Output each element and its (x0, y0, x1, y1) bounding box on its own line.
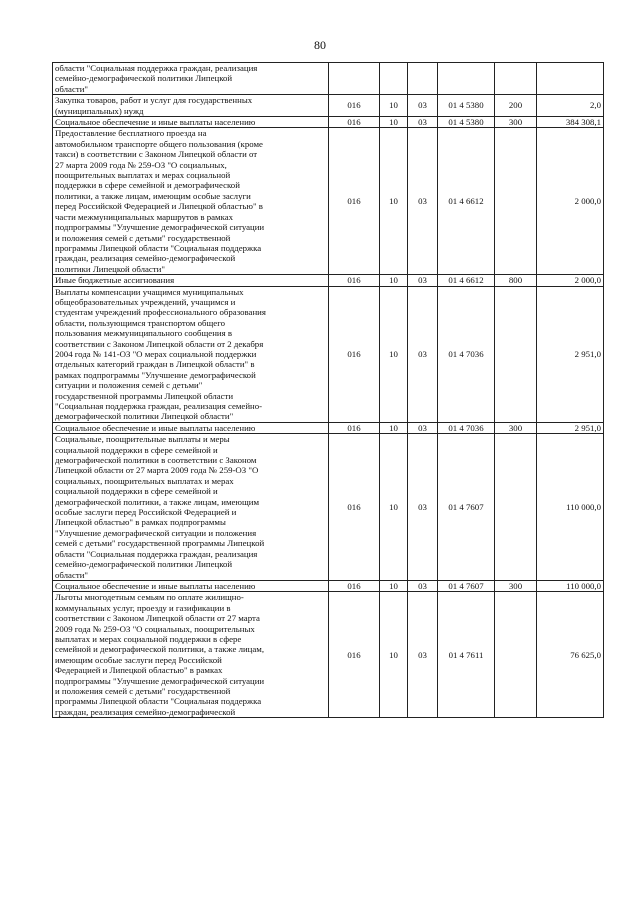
subsection-code-cell: 03 (408, 592, 438, 718)
row-name-cell (53, 95, 329, 117)
ministry-code-cell: 016 (329, 286, 380, 422)
table-row (53, 434, 604, 581)
table-row (53, 422, 604, 433)
expense-type-code-cell (495, 63, 537, 95)
table-row (53, 128, 604, 275)
amount-cell: 2 000,0 (537, 128, 604, 275)
amount-cell: 2 951,0 (537, 422, 604, 433)
table-row (53, 592, 604, 718)
ministry-code-cell: 016 (329, 422, 380, 433)
target-article-code-cell: 01 4 7036 (438, 422, 495, 433)
row-name-cell (53, 422, 329, 433)
subsection-code-cell: 03 (408, 275, 438, 286)
row-name-cell (53, 592, 329, 718)
target-article-code-cell: 01 4 7607 (438, 580, 495, 591)
row-name-cell (53, 63, 329, 95)
section-code-cell: 10 (380, 580, 408, 591)
section-code-cell: 10 (380, 95, 408, 117)
table-row (53, 95, 604, 117)
subsection-code-cell: 03 (408, 286, 438, 422)
subsection-code-cell: 03 (408, 580, 438, 591)
section-code-cell: 10 (380, 128, 408, 275)
ministry-code-cell: 016 (329, 275, 380, 286)
target-article-code-cell: 01 4 5380 (438, 95, 495, 117)
expense-type-code-cell: 800 (495, 275, 537, 286)
target-article-code-cell: 01 4 5380 (438, 117, 495, 128)
subsection-code-cell (408, 63, 438, 95)
row-name-text: Социальные, поощрительные выплаты и меры социальной поддержки в сфере семейной и демографической политики в соответствии с Законом Липецкой области от 27 марта 2009 года № 259-ОЗ "О социальных, поощрительных выплатах и мерах социальной поддержки в сфере семейной и демографической политики, а также лицам, имеющим особые заслуги перед Российской Федерацией и Липецкой областью" в рамках подпрограммы "Улучшение демографической ситуации и положения семей с детьми" государственной программы Липецкой области "Социальная поддержка граждан, реализация семейно-демографической политики Липецкой области" (55, 434, 265, 580)
section-code-cell: 10 (380, 275, 408, 286)
row-name-cell (53, 128, 329, 275)
section-code-cell: 10 (380, 286, 408, 422)
amount-cell: 76 625,0 (537, 592, 604, 718)
amount-cell: 2,0 (537, 95, 604, 117)
row-name-text: области "Социальная поддержка граждан, реализация семейно-демографической политики Липецкой области" (55, 63, 258, 94)
table-row (53, 63, 604, 95)
expense-type-code-cell (495, 128, 537, 275)
subsection-code-cell: 03 (408, 434, 438, 581)
target-article-code-cell: 01 4 6612 (438, 128, 495, 275)
section-code-cell: 10 (380, 434, 408, 581)
row-name-cell (53, 275, 329, 286)
target-article-code-cell (438, 63, 495, 95)
row-name-cell (53, 117, 329, 128)
subsection-code-cell: 03 (408, 117, 438, 128)
ministry-code-cell: 016 (329, 128, 380, 275)
table-row (53, 275, 604, 286)
expense-type-code-cell: 300 (495, 422, 537, 433)
target-article-code-cell: 01 4 7036 (438, 286, 495, 422)
amount-cell: 2 000,0 (537, 275, 604, 286)
table-row (53, 286, 604, 422)
row-name-text: Социальное обеспечение и иные выплаты населению (55, 422, 256, 433)
row-name-cell (53, 580, 329, 591)
section-code-cell: 10 (380, 117, 408, 128)
subsection-code-cell: 03 (408, 422, 438, 433)
page-number: 80 (314, 38, 326, 52)
row-name-text: Закупка товаров, работ и услуг для государственных (муниципальных) нужд (55, 95, 253, 116)
amount-cell: 2 951,0 (537, 286, 604, 422)
expense-type-code-cell: 200 (495, 95, 537, 117)
amount-cell (537, 63, 604, 95)
row-name-text: Предоставление бесплатного проезда на автомобильном транспорте общего пользования (кроме такси) в соответствии с Законом Липецкой области от 27 марта 2009 года № 259-ОЗ "О социальных, поощрительных выплатах и мерах социальной поддержки в сфере семейной и демографической политики, а также лицам, имеющим особые заслуги перед Российской Федерацией и Липецкой областью" в части межмуниципальных маршрутов в рамках подпрограммы "Улучшение демографической ситуации и положения семей с детьми" государственной программы Липецкой области "Социальная поддержка граждан, реализация семейно-демографической политики Липецкой области" (55, 128, 265, 274)
row-name-cell (53, 434, 329, 581)
target-article-code-cell: 01 4 7611 (438, 592, 495, 718)
ministry-code-cell: 016 (329, 95, 380, 117)
section-code-cell: 10 (380, 422, 408, 433)
section-code-cell (380, 63, 408, 95)
ministry-code-cell (329, 63, 380, 95)
row-name-text: Иные бюджетные ассигнования (55, 275, 175, 286)
ministry-code-cell: 016 (329, 592, 380, 718)
row-name-cell (53, 286, 329, 422)
row-name-text: Выплаты компенсации учащимся муниципальных общеобразовательных учреждений, учащимся и студентам учреждений профессионального образования области, пользующимся транспортом общего пользования межмуниципального сообщения в соответствии с Законом Липецкой области от 2 декабря 2004 года № 141-ОЗ "О мерах социальной поддержки отдельных категорий граждан в Липецкой области" в рамках подпрограммы "Улучшение демографической ситуации и положения семей с детьми" государственной программы Липецкой области "Социальная поддержка граждан, реализация семейно- демографической политики Липецкой области" (55, 286, 266, 422)
subsection-code-cell: 03 (408, 128, 438, 275)
budget-table-body (53, 63, 604, 718)
table-row (53, 580, 604, 591)
row-name-text: Льготы многодетным семьям по оплате жилищно- коммунальных услуг, проезду и газификации в соответствии с Законом Липецкой области от 27 марта 2009 года № 259-ОЗ "О социальных, поощрительных выплатах и мерах социальной поддержки в сфере семейной и демографической политики, а также лицам, имеющим особые заслуги перед Российской Федерацией и Липецкой областью" в рамках подпрограммы "Улучшение демографической ситуации и положения семей с детьми" государственной программы Липецкой области "Социальная поддержка граждан, реализация семейно-демографической (55, 592, 265, 717)
expense-type-code-cell (495, 286, 537, 422)
expense-type-code-cell: 300 (495, 117, 537, 128)
section-code-cell: 10 (380, 592, 408, 718)
ministry-code-cell: 016 (329, 580, 380, 591)
ministry-code-cell: 016 (329, 434, 380, 581)
subsection-code-cell: 03 (408, 95, 438, 117)
expense-type-code-cell (495, 434, 537, 581)
budget-table (52, 62, 604, 718)
ministry-code-cell: 016 (329, 117, 380, 128)
amount-cell: 384 308,1 (537, 117, 604, 128)
row-name-text: Социальное обеспечение и иные выплаты населению (55, 580, 256, 591)
amount-cell: 110 000,0 (537, 580, 604, 591)
table-row (53, 117, 604, 128)
row-name-text: Социальное обеспечение и иные выплаты населению (55, 117, 256, 128)
target-article-code-cell: 01 4 7607 (438, 434, 495, 581)
target-article-code-cell: 01 4 6612 (438, 275, 495, 286)
amount-cell: 110 000,0 (537, 434, 604, 581)
expense-type-code-cell: 300 (495, 580, 537, 591)
expense-type-code-cell (495, 592, 537, 718)
